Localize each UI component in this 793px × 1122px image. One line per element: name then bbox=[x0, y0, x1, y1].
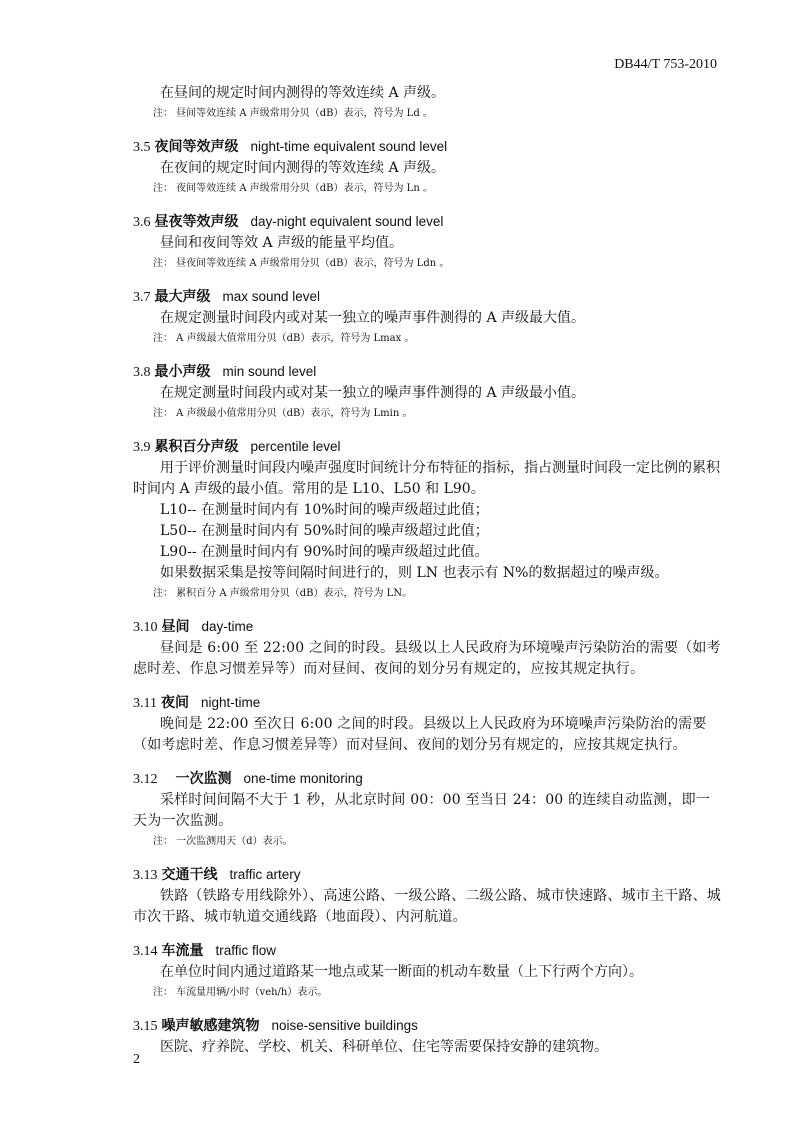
term-title: 累积百分声级 bbox=[154, 439, 239, 455]
term-english: night-time bbox=[200, 695, 261, 710]
term-heading-3-15 bbox=[133, 1015, 723, 1037]
term-heading-3-13 bbox=[133, 864, 723, 886]
definition-item: L10-- 在测量时间内有 10%时间的噪声级超过此值； bbox=[160, 502, 489, 518]
document-id: DB44/T 753-2010 bbox=[614, 57, 717, 72]
definition-text: 在规定测量时间段内或对某一独立的噪声事件测得的 A 声级最小值。 bbox=[160, 385, 586, 401]
term-title: 夜间 bbox=[160, 695, 189, 711]
term-heading-3-12 bbox=[133, 768, 723, 790]
term-english: min sound level bbox=[222, 364, 317, 379]
definition-text: 在昼间的规定时间内测得的等效连续 A 声级。 bbox=[160, 85, 446, 101]
term-heading-3-10 bbox=[133, 616, 723, 638]
term-heading-3-5 bbox=[133, 136, 723, 158]
definition-paragraph: 晚间是 22:00 至次日 6:00 之间的时段。县级以上人民政府为环境噪声污染防治的需要（如考虑时差、作息习惯差异等）而对昼间、夜间的划分另有规定的，应按其规定执行。 bbox=[133, 716, 707, 753]
term-title: 最大声级 bbox=[154, 289, 211, 305]
term-number: 3.9 bbox=[133, 440, 151, 455]
definition-item: L90-- 在测量时间内有 90%时间的噪声级超过此值。 bbox=[160, 544, 489, 560]
term-english: max sound level bbox=[222, 289, 321, 304]
term-english: day-night equivalent sound level bbox=[250, 214, 444, 229]
term-number: 3.6 bbox=[133, 215, 151, 230]
term-title: 噪声敏感建筑物 bbox=[161, 1018, 260, 1034]
term-number: 3.8 bbox=[133, 365, 151, 380]
definition-text: 在单位时间内通过道路某一地点或某一断面的机动车数量（上下行两个方向）。 bbox=[160, 964, 643, 980]
term-title: 昼间 bbox=[161, 619, 190, 635]
term-heading-3-7 bbox=[133, 286, 723, 308]
term-title: 最小声级 bbox=[154, 364, 211, 380]
term-english: noise-sensitive buildings bbox=[271, 1018, 418, 1033]
note-text: 注： 一次监测用天（d）表示。 bbox=[153, 836, 293, 847]
term-english: night-time equivalent sound level bbox=[250, 139, 448, 154]
term-english: day-time bbox=[201, 619, 254, 634]
term-number: 3.7 bbox=[133, 290, 151, 305]
definition-paragraph: 采样时间间隔不大于 1 秒，从北京时间 00：00 至当日 24：00 的连续自动监测，即一天为一次监测。 bbox=[133, 792, 711, 829]
note-text: 注： A 声级最大值常用分贝（dB）表示，符号为 Lmax 。 bbox=[153, 333, 415, 344]
definition-text: 如果数据采集是按等间隔时间进行的，则 LN 也表示有 N%的数据超过的噪声级。 bbox=[160, 565, 669, 581]
note-text: 注： A 声级最小值常用分贝（dB）表示，符号为 Lmin 。 bbox=[153, 408, 413, 419]
note-text: 注： 车流量用辆/小时（veh/h）表示。 bbox=[153, 987, 328, 998]
term-english: one-time monitoring bbox=[243, 771, 363, 786]
term-heading-3-9 bbox=[133, 436, 723, 458]
term-number: 3.10 bbox=[133, 620, 158, 635]
term-number: 3.12 bbox=[133, 772, 158, 787]
definition-text: 医院、疗养院、学校、机关、科研单位、住宅等需要保持安静的建筑物。 bbox=[160, 1039, 608, 1055]
term-title: 昼夜等效声级 bbox=[154, 214, 239, 230]
term-title: 夜间等效声级 bbox=[154, 139, 239, 155]
note-text: 注： 昼夜间等效连续 A 声级常用分贝（dB）表示，符号为 Ldn 。 bbox=[153, 258, 450, 269]
term-english: traffic artery bbox=[229, 867, 301, 882]
page-number: 2 bbox=[133, 1052, 140, 1067]
definition-text: 在夜间的规定时间内测得的等效连续 A 声级。 bbox=[160, 160, 446, 176]
term-title: 一次监测 bbox=[175, 771, 232, 787]
definition-text: 在规定测量时间段内或对某一独立的噪声事件测得的 A 声级最大值。 bbox=[160, 310, 586, 326]
term-heading-3-11 bbox=[133, 692, 723, 714]
definition-text: 用于评价测量时间段内噪声强度时间统计分布特征的指标，指占测量时间段一定比例的累积 bbox=[160, 460, 720, 476]
term-title: 交通干线 bbox=[161, 867, 218, 883]
term-heading-3-14 bbox=[133, 940, 723, 962]
term-title: 车流量 bbox=[161, 943, 204, 959]
term-number: 3.14 bbox=[133, 944, 158, 959]
definition-item: L50-- 在测量时间内有 50%时间的噪声级超过此值； bbox=[160, 523, 489, 539]
document-body bbox=[133, 83, 723, 1058]
definition-paragraph: 铁路（铁路专用线除外）、高速公路、一级公路、二级公路、城市快速路、城市主干路、城市次干路、城市轨道交通线路（地面段）、内河航道。 bbox=[133, 888, 721, 925]
term-number: 3.5 bbox=[133, 140, 151, 155]
definition-text: 昼间和夜间等效 A 声级的能量平均值。 bbox=[160, 235, 404, 251]
term-number: 3.13 bbox=[133, 868, 158, 883]
note-text: 注： 昼间等效连续 A 声级常用分贝（dB）表示，符号为 Ld 。 bbox=[153, 108, 433, 119]
term-number: 3.11 bbox=[133, 696, 157, 711]
term-number: 3.15 bbox=[133, 1019, 158, 1034]
term-heading-3-8 bbox=[133, 361, 723, 383]
term-english: traffic flow bbox=[215, 943, 277, 958]
definition-text: 时间内 A 声级的最小值。常用的是 L10、L50 和 L90。 bbox=[133, 481, 485, 497]
definition-paragraph: 昼间是 6:00 至 22:00 之间的时段。县级以上人民政府为环境噪声污染防治的需要（如考虑时差、作息习惯差异等）而对昼间、夜间的划分另有规定的，应按其规定执行。 bbox=[133, 640, 721, 677]
note-text: 注： 累积百分 A 声级常用分贝（dB）表示，符号为 LN。 bbox=[153, 588, 413, 599]
term-heading-3-6 bbox=[133, 211, 723, 233]
term-english: percentile level bbox=[250, 439, 341, 454]
note-text: 注： 夜间等效连续 A 声级常用分贝（dB）表示，符号为 Ln 。 bbox=[153, 183, 433, 194]
